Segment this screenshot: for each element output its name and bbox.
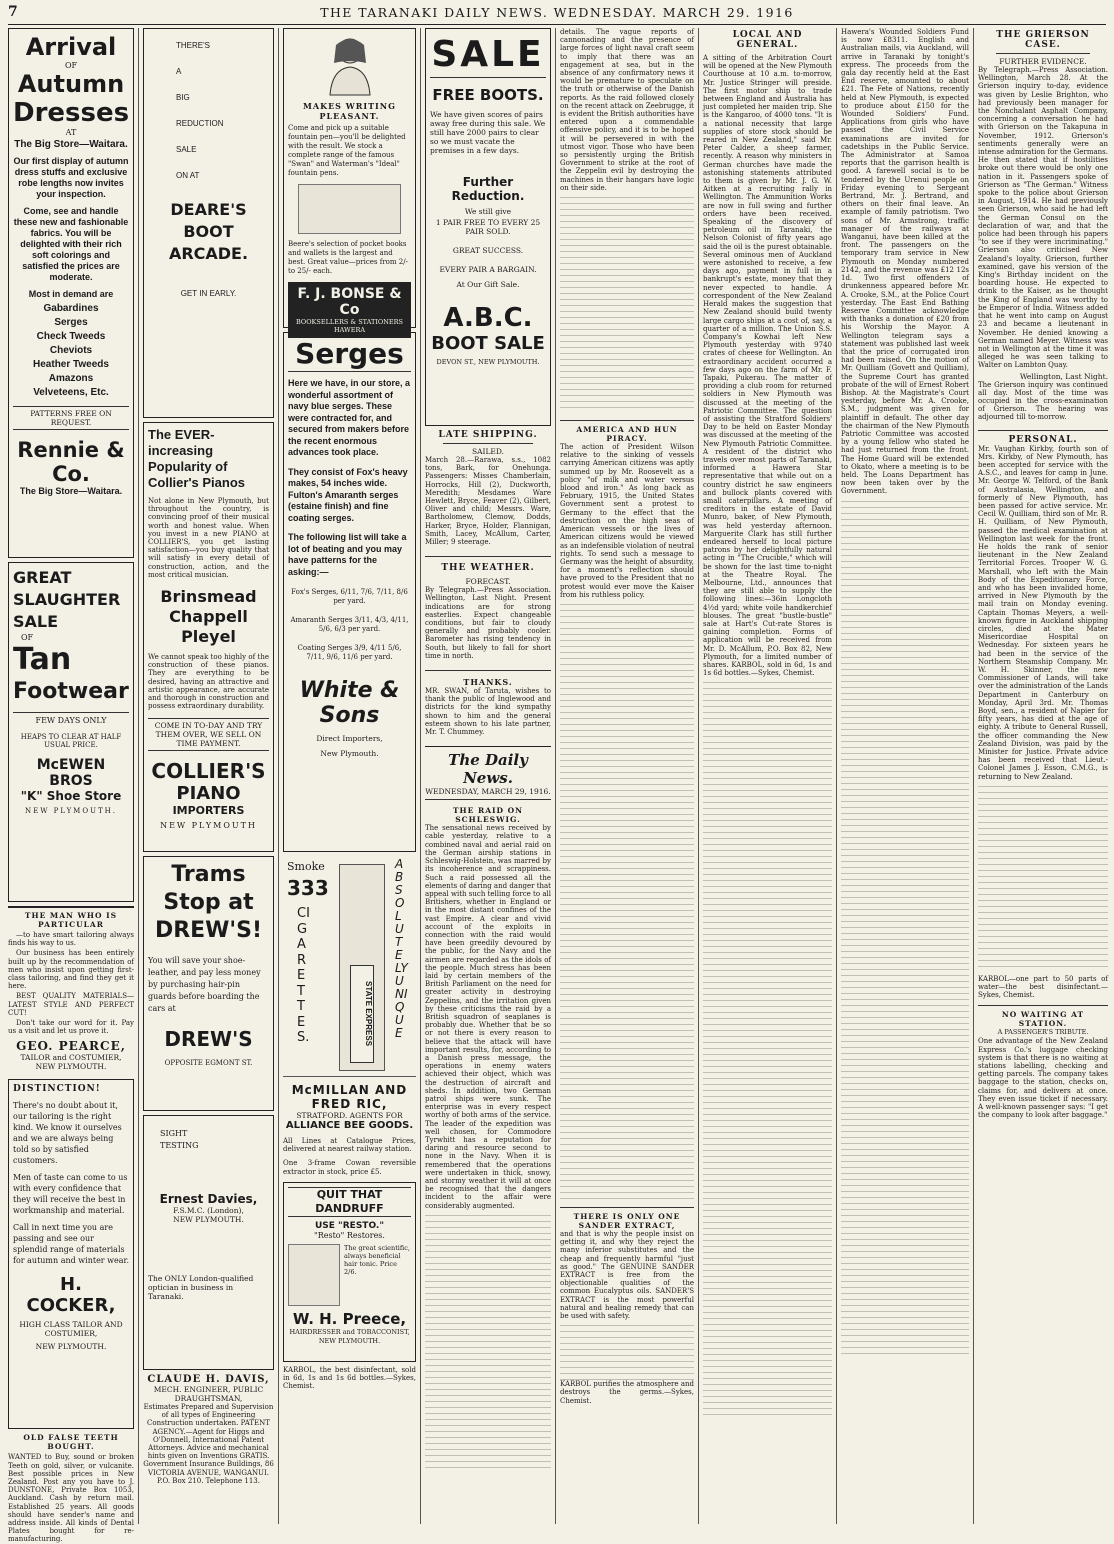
nowait-sub: A PASSENGER'S TRIBUTE. [997, 1028, 1089, 1037]
preece-use: USE "RESTO." [314, 1220, 385, 1231]
thanks-heading: THANKS. [425, 670, 551, 687]
davies-heading: SIGHT TESTING [160, 1129, 199, 1150]
masthead [8, 4, 1106, 25]
column-rule [836, 28, 837, 1524]
mcewen-shop: "K" Shoe Store [20, 789, 122, 803]
rule [443, 443, 533, 444]
abc-success: GREAT SUCCESS. [452, 246, 524, 255]
teeth-body: WANTED to Buy, sound or broken Teeth on gold, silver, or vulcanite. Best possible prices in New Zealand. Post any you have to J. DUNSTONE, Private Box 1053, Auckland. Cash by return mail. Established 25 years. All goods should have sender's name and address inside. All kinds of Dental Plates bought for re-manufacturing. [8, 1453, 134, 1544]
deare-line: REDUCTION [176, 119, 224, 128]
mcmillan-l3: STRATFORD. AGENTS FOR [296, 1111, 403, 1120]
cocker-heading: DISTINCTION! [13, 1084, 101, 1095]
grierson-sub-2: Wellington, Last Night. [1019, 371, 1108, 381]
drew-address: OPPOSITE EGMONT ST. [164, 1059, 253, 1067]
page-number: 7 [8, 4, 18, 20]
notes-body: Hawera's Wounded Soldiers Fund is now £8311. English and Australian mails, via Auckland, will arrive in Taranaki by tonight's express. The proceeds from the gala day recently held at the East End reserve, amounted to about £21. The Fete of Nations, recently held at New Plymouth, is expected to produce about £150 for the Wounded Soldiers' Fund. Applications from girls who have passed the Civil Service examinations are invited for cadetships in the Public Service. The Administrator at Samoa reports that the garrison health is good. A farewell social is to be tendered by the Urenui people on Friday evening to Sergeant Bertrand, Mr. J. Bertrand, and others on their final leave. An example of family patriotism. Two sons of Mr. Armstrong, traffic manager of the railways at Wanganui, have been killed at the front. The passengers on the temporary tram service in New Plymouth on Monday numbered 2142, and the revenue was £12 12s 1d. Two first offenders of drunkenness appeared before Mr. A. Crooke, S.M., at the Police Court yesterday. The East End Bathing Reserve Committee acknowledge with thanks a donation of £20 from his Worship the Mayor. A Wellington telegram says a statement was published last week that the price of corrugated iron had been raised. On the motion of Mr. Quilliam (Govett and Quilliam), the Supreme Court has granted probate of the will of Ernest Robert Bishop. At the Magistrate's Court yesterday, before Mr. A. Crooke, S.M., judgment was given for plaintiff in default. The other day the chairman of the New Plymouth Patriotic Committee was accosted by a young fellow who stated he had just returned from the front. The Home Guard will be extended to Okato, where a meeting is to be held. The Loans Department has now been taken over by the Government. [841, 28, 969, 496]
davies-advert [143, 1115, 274, 1370]
deare-line: A [176, 67, 182, 76]
personal-heading: PERSONAL. [978, 430, 1108, 445]
pearce-name: GEO. PEARCE, [16, 1039, 126, 1054]
collier-importers: IMPORTERS [172, 804, 245, 818]
cig-smoke: Smoke [287, 860, 325, 873]
pearce-advert [8, 906, 134, 1071]
sander-heading: THERE IS ONLY ONE SANDER EXTRACT, [560, 1207, 694, 1230]
column-5 [560, 28, 694, 1524]
davies-quals: F.S.M.C. (London), [173, 1206, 244, 1215]
patterns-line: PATTERNS FREE ON REQUEST. [13, 406, 129, 430]
text-continuation [560, 1320, 694, 1380]
white-name: White & Sons [299, 678, 400, 728]
arrival-autumn: Autumn [17, 70, 125, 98]
thanks-body: MR. SWAN, of Taruta, wishes to thank the public of Inglewood and districts for the kind sympathy shown to him and the general esteem shown to his late partner, Mr. T. Chummey. [425, 687, 551, 737]
arrival-at: AT [65, 128, 77, 137]
grierson-heading: THE GRIERSON CASE. [996, 30, 1090, 50]
deare-cta: GET IN EARLY. [180, 289, 237, 298]
abc-every: EVERY PAIR A BARGAIN. [439, 265, 537, 274]
mcewen-name: McEWEN BROS [36, 757, 106, 789]
cocker-p1: There's no doubt about it, our tailoring is the right kind. We know it ourselves and we are always being told so by satisfied customers. [13, 1101, 122, 1166]
collier-name: COLLIER'S [151, 759, 266, 784]
column-2 [143, 28, 274, 1524]
america-body: The action of President Wilson relative to the sinking of vessels carrying American citizens was aptly summed up by Mr. Roosevelt as a policy "of milk and water versus blood and iron." As long back as February, 1915, the United States Government sent a protest to Germany to the effect that the destruction on the high seas of American vessels or the lives of American citizens would be viewed as an indefensible violation of neutral rights. To send such a message to Germany was the height of absurdity, for a moment's reflection should have proved to the President that no protest would ever move the Kaiser from his ruthless policy. [560, 443, 695, 599]
drew-stop: Stop at [163, 890, 254, 915]
pearce-heading: THE MAN WHO IS PARTICULAR [24, 911, 118, 929]
column-rule [278, 28, 279, 1524]
serges-p1: Here we have, in our store, a wonderful assortment of navy blue serges. These were contracted for, and secured from makers before the recent enormous advances took place. [288, 378, 411, 457]
pearce-p2: Our business has been entirely built up by the recommendation of men who insist upon getting first-class tailoring, and find they get it here. [8, 949, 134, 991]
masthead-title: THE TARANAKI DAILY NEWS. WEDNESDAY. MARCH 29. 1916 [320, 5, 794, 20]
abc-free-boots: FREE BOOTS. [432, 86, 544, 104]
brand-brinsmead: Brinsmead [160, 587, 257, 607]
drew-name-1: DREW'S! [154, 918, 263, 943]
raid-body: The sensational news received by cable yesterday, relative to a combined naval and aerial raid on the German airship stations in Schleswig-Holstein, was marred by its incoherence and scrappiness. Such a raid possessed all the elements of daring and danger that appeal with such telling force to all Britishers, whether in England or in the most distant confines of the vast Empire. A clear and vivid account of the exploits in connection with the raid would have been greedily devoured by the public, for the Navy and the airmen are regarded as the idols of the people. Much stress has been laid by certain members of the British Parliament on the need for greater activity in destroying Zeppelins, and the irritation given by these criticisms the raid by a British squadron of seaplanes is probably due. Whether that be so or not there is every reason to believe that the attack will have important results, for, according to a Danish press message, the operations in enemy waters achieved their object, which was the destruction of aircraft and sheds. In addition, two German patrol ships were sunk. The enterprise was in every respect worthy of both arms of the service. The leader of the expedition was well chosen, for Commodore Tyrwhitt has a reputation for daring and resource second to none in the Navy. When it is remembered that the operations were undertaken in thick, snowy, and stormy weather it will at once be recognised that the dangers incident to the affair were considerably augmented. [425, 824, 551, 1210]
pearce-p4: Don't take our word for it. Pay us a visit and let us prove it. [8, 1019, 134, 1036]
arrival-text-1: Our first display of autumn dress stuffs and exclusive robe lengths now invites your inspection. [13, 156, 129, 199]
abc-boot-sale: BOOT SALE [431, 333, 545, 354]
claude-body: Estimates Prepared and Supervision of all types of Engineering Construction undertaken. PATENT AGENCY.—Agent for Higgs and O'Donnell, International Patent Attorneys. Advice and mechanical hints given on Inventions GRATIS. Government Insurance Buildings, 86 VICTORIA AVENUE, WANGANUI. P.O. Box 210. Telephone 113. [143, 1403, 274, 1485]
text-continuation [841, 496, 969, 1356]
cig-side-text: ABSOLUTELY UNIQUE [395, 857, 408, 1040]
pearce-town: NEW PLYMOUTH. [35, 1062, 107, 1072]
white-sub-2: New Plymouth. [320, 749, 379, 758]
fabric-item: Serges [54, 317, 88, 328]
sander-body: and that is why the people insist on getting it, and why they reject the many inferior substitutes and the cheap and frequently harmful "just as good." The GENUINE SANDER EXTRACT is free from the objectionable qualities of the common Eucalyptus oils. SANDER'S EXTRACT is the most powerful natural and healing remedy that can be used with safety. [560, 1229, 694, 1320]
shipping-heading: LATE SHIPPING. [438, 430, 538, 440]
cig-word: CIGARETTES. [297, 906, 310, 1045]
fabric-item: Cheviots [49, 345, 93, 356]
text-continuation [560, 192, 694, 412]
slaughter-heaps: HEAPS TO CLEAR AT HALF USUAL PRICE. [20, 733, 122, 749]
pearce-trade: TAILOR and COSTUMIER, [20, 1053, 122, 1063]
collier-come: COME IN TO-DAY AND TRY THEM OVER, WE SELL ON TIME PAYMENT. [148, 718, 269, 751]
pen-heading: MAKES WRITING PLEASANT. [303, 101, 396, 121]
slaughter-sale: SALE [13, 612, 59, 631]
cigarette-advert [283, 856, 416, 1077]
hair-illustration [288, 1244, 340, 1306]
pen-illustration [298, 184, 401, 234]
davies-town: NEW PLYMOUTH. [173, 1215, 244, 1224]
mcmillan-advert [283, 1077, 416, 1176]
weather-body: By Telegraph.—Press Association. Wellington, Last Night. Present indications are for strong easterlies. Expect changeable conditions, but fair to cloudy generally and probably cooler. Barometer has rising tendency in South, but likely to fall for short time in north. [425, 586, 551, 660]
shipping-sailed: SAILED. [471, 447, 505, 456]
davies-name: Ernest Davies, [159, 1192, 258, 1206]
fabric-item: Velveteens, Etc. [33, 387, 109, 398]
fabric-item: Gabardines [43, 303, 99, 314]
pen-body-2: Beere's selection of pocket books and wallets is the largest and best. Great value—prices from 2/- to 25/- each. [288, 240, 408, 275]
editorial-continued: details. The vague reports of cannonading and the presence of large forces of light naval craft seem to imply that there was an engagement at sea, but in the absence of any confirmatory news it would be premature to speculate on the truth or otherwise of the Danish reports. As the raid followed closely on the recent attack on Zeebrugge, it is evident the British authorities have entered upon a commendable offensive policy, and it is to be hoped it will be persevered in with the utmost vigor. Those who have been so persistently urging the British Government to strike at the root of the Zeppelin evil by destroying the machines in their hangars have logic on their side. [560, 28, 694, 192]
deare-line: THERE'S [176, 41, 210, 50]
abc-sale: SALE [430, 33, 546, 78]
collier-heading: The EVER-increasing Popularity of Collier's Pianos [148, 427, 246, 490]
cocker-p3: Call in next time you are passing and see our splendid range of materials for autumn and winter wear. [13, 1223, 130, 1266]
text-continuation [978, 781, 1108, 971]
arrival-heading: Arrival [25, 33, 117, 61]
arrival-of: OF [64, 61, 78, 70]
slaughter-footwear: Footwear [13, 679, 129, 704]
mcmillan-l1: McMILLAN AND [291, 1083, 408, 1097]
serges-p2: They consist of Fox's heavy makes, 54 inches wide. Fulton's Amaranth serges (estaine finish) and fine coating serges. [288, 466, 408, 523]
teeth-heading: OLD FALSE TEETH BOUGHT. [23, 1433, 119, 1452]
white-advert [283, 332, 416, 852]
cocker-town: NEW PLYMOUTH. [35, 1342, 107, 1352]
collier-body: Not alone in New Plymouth, but throughout the country, is convincing proof of their musical worth and honest value. When you invest in a new PIANO at COLLIER'S, you get lasting satisfaction—you buy quality that will satisfy in every detail of construction, action, and the most critical musician. [148, 497, 269, 579]
collier-advert [143, 422, 274, 852]
mcmillan-l5: All Lines at Catalogue Prices, delivered at nearest railway station. [283, 1137, 416, 1154]
mcmillan-l6: One 3-frame Cowan reversible extractor in stock, price £5. [283, 1159, 416, 1176]
pen-advert [283, 28, 416, 334]
nowait-body: One advantage of the New Zealand Express Co.'s luggage checking system is that there is no waiting at stations labelling, checking and getting parcels. The company takes baggage to the station, checks on, claims for, and delivers at once. They even issue ticket if necessary. A well-known passenger says: "I get the company to look after baggage." [978, 1037, 1108, 1120]
abc-give: We still give [464, 207, 512, 216]
state-express-label: STATE EXPRESS [350, 965, 374, 1063]
preece-body: The great scientific, always beneficial hair tonic. Price 2/6. [344, 1243, 410, 1276]
slaughter-tan: Tan [13, 642, 72, 677]
preece-heading: QUIT THAT DANDRUFF [288, 1187, 411, 1217]
pearce-p3: BEST QUALITY MATERIALS—LATEST STYLE AND PERFECT CUT! [8, 992, 134, 1017]
column-rule [138, 28, 139, 1524]
abc-at: At Our Gift Sale. [456, 280, 520, 289]
brand-pleyel: Pleyel [181, 627, 236, 647]
paper-nameplate: The Daily News. [425, 746, 551, 787]
raid-heading: THE RAID ON SCHLESWIG. [452, 806, 524, 825]
deare-advert [143, 28, 274, 418]
brand-chappell: Chappell [169, 607, 248, 627]
pen-body: Come and pick up a suitable fountain pen—you'll be delighted with the result. We stock a complete range of the famous "Swan" and Waterman's "Ideal" fountain pens. [288, 124, 406, 177]
slaughter-advert [8, 562, 134, 902]
slaughter-heading: SLAUGHTER [13, 590, 121, 609]
drew-trams: Trams [171, 862, 246, 887]
bonse-banner [288, 282, 411, 338]
nowait-heading: NO WAITING AT STATION. [978, 1005, 1108, 1028]
serges-p3: The following list will take a lot of beating and you may have patterns for the asking:— [288, 532, 407, 577]
preece-sub: HAIRDRESSER and TOBACCONIST, NEW PLYMOUTH. [289, 1327, 410, 1345]
rennie-name: Rennie & Co. [17, 438, 125, 486]
karbol-note-2: KARBOL purifies the atmosphere and destroys the germs.—Sykes, Chemist. [560, 1380, 694, 1405]
abc-pair: 1 PAIR FREE TO EVERY 25 PAIR SOLD. [435, 218, 541, 236]
mcmillan-l2: FRED RIC, [311, 1097, 388, 1111]
abc-advert [425, 28, 551, 426]
cig-number: 333 [287, 876, 329, 900]
karbol-note-3: KARBOL—one part to 50 parts of water—the best disinfectant.—Sykes, Chemist. [978, 974, 1108, 1000]
deare-line: BIG [176, 93, 190, 102]
cocker-trade: HIGH CLASS TAILOR AND COSTUMIER, [19, 1320, 123, 1339]
local-general-body: A sitting of the Arbitration Court will be opened at the New Plymouth Courthouse at 10 a.m. to-morrow, Mr. Justice Stringer will preside. The first motor ship to trade between England and Australia has just completed her maiden trip. She is the Kangaroo, of 4000 tons. "It is a national necessity that large supplies of store stock should be reared in New Zealand," said Mr. Peter Calder, a sheep farmer, recently. A reason why ministers in German churches have made the astonishing statements attributed to them is given by Mr. J. G. W. Aitken at a recruiting rally in Wellington. The Ammunition Works are now in full swing and further orders have been received. Speaking of the discovery of petroleum oil in Taranaki, the Nelson Colonist of fifty years ago said the oil is the purest obtainable. Several ominous men of Auckland were astonished to receive, a few days ago, payment in full in a bankrupt's estate, money that they never expected to handle. A correspondent of the New Zealand Herald makes the suggestion that New Zealand should build twenty large cargo ships at a cost of, say, a quarter of a million. The Union S.S. Company's Kowhai left New Plymouth yesterday with 9740 crates of cheese for Wellington. An extraordinary accident occurred a few days ago on the farm of Mr. F. Tapaki, Pukerau. The matter of providing a club room for returned soldiers in New Plymouth was discussed at the meeting of the Patriotic Committee. The question of assisting the Stratford Soldiers' Day to be held on Easter Monday was discussed at the meeting of the New Plymouth Patriotic Committee. A resident of the district who travels over most parts of Taranaki, informed a Hawera Star representative that while out on a country district he saw engineers and bullock plants covered with small caterpillars. A meeting of creditors in the estate of David Munro, baker, of New Plymouth, was held yesterday afternoon. Marguerite Clark has still further endeared herself to local picture patrons by her delightfully natural acting in "The Crucible," which will be shown for the last time to-night at the Theatre Royal. The Melbourne, Ltd., announces that they are still able to supply the following lines:—36in Longcloth 4½d yard; white voile handkerchief blouses. The great "bustle-bustle" sale at Hart's Cut-rate Stores is gaining completion. Forms of application will be received from Mr. D. McAllum, P.O. Box 82, New Plymouth, for a limited number of shares. KARBOL, sold in 6d, 1s and 1s 6d bottles.—Sykes, Chemist. [703, 54, 832, 678]
shipping-body: March 28.—Rarawa, s.s., 1082 tons, Bark, for Onehunga. Passengers: Misses Chamberlain, Horrocks, Hill (2), Duckworth, Meredith; Mesdames Ware Hewlett, Bryce, Feaver (2), Gilbert, Oliver and child; Messrs. Ware, Bartholomew, Clemow, Dodds, Harker, Bryce, Holder, Flannigan, Smith, Lacey, McAllum, Carter, Miller; 9 steerage. [425, 456, 551, 547]
bonse-name: F. J. BONSE & Co [297, 286, 402, 318]
bonse-sub: BOOKSELLERS & STATIONERS HAWERA [295, 318, 404, 334]
deare-line: ON AT [176, 171, 200, 180]
karbol-note: KARBOL, the best disinfectant, sold in 6d, 1s and 1s 6d bottles.—Sykes, Chemist. [283, 1365, 416, 1391]
davies-body: The ONLY London-qualified optician in business in Taranaki. [148, 1274, 254, 1301]
text-continuation [425, 1210, 551, 1470]
grierson-body-2: The Grierson inquiry was continued all day. Most of the time was occupied in the cross-examination of Grierson. The hearing was adjourned till to-morrow. [978, 380, 1108, 422]
arrival-store: The Big Store—Waitara. [14, 139, 128, 150]
column-7 [841, 28, 969, 1524]
collier-piano: PIANO [176, 783, 241, 805]
deare-name: DEARE'S BOOT ARCADE. [168, 200, 249, 263]
local-general-heading: LOCAL AND GENERAL. [732, 30, 803, 50]
text-continuation [703, 677, 832, 1417]
column-rule [555, 28, 556, 1524]
cocker-advert [8, 1079, 134, 1429]
column-3 [283, 28, 416, 1524]
column-rule [420, 28, 421, 1524]
fabric-item: Check Tweeds [36, 331, 106, 342]
claude-name: CLAUDE H. DAVIS, [147, 1374, 270, 1385]
fabric-item: Amazons [48, 373, 94, 384]
rennie-foot: The Big Store—Waitara. [19, 486, 123, 496]
arrival-text-3: Most in demand are [28, 289, 114, 299]
preece-restores: "Resto" Restores. [314, 1230, 385, 1240]
fabric-item: Heather Tweeds [33, 359, 109, 370]
column-4 [425, 28, 551, 1524]
column-rule [698, 28, 699, 1524]
slaughter-of: OF [21, 633, 34, 642]
pearce-p1: —to have smart tailoring always finds his way to us. [8, 931, 134, 948]
slaughter-great: GREAT [13, 568, 72, 587]
collier-body-2: We cannot speak too highly of the construction of these pianos. They are everything to be desired, having an attractive and artistic appearance, are accurate and thorough in construction and possess extraordinary durability. [148, 653, 269, 711]
claude-quals: MECH. ENGINEER, PUBLIC DRAUGHTSMAN, [153, 1385, 264, 1403]
arrival-dresses: Dresses [13, 98, 130, 128]
column-rule [973, 28, 974, 1524]
arrival-text-2: Come, see and handle these new and fashionable fabrics. You will be delighted with their rich soft colorings and satisfied the prices are moderate. [13, 206, 129, 282]
serges-heading: Serges [288, 337, 411, 372]
slaughter-days: FEW DAYS ONLY [13, 712, 129, 725]
abc-body: We have given scores of pairs away free during this sale. We still have 2000 pairs to clear so we must vacate the premises in a few days. [430, 110, 546, 155]
column-1 [8, 28, 134, 1544]
abc-further: Further Reduction. [451, 175, 525, 203]
drew-advert [143, 856, 274, 1111]
lady-writing-illustration [310, 33, 390, 97]
cocker-p2: Men of taste can come to us with every confidence that they will receive the best in workmanship and material. [13, 1173, 128, 1216]
grierson-body: By Telegraph.—Press Association. Wellington, March 28. At the Grierson inquiry to-day, evidence was given by Leslie Brighton, who had previously been manager for the Nonchalant Asphalt Company, concerning a conversation he had with Grierson on the Takapuna in November, 1912. Grierson's sentiments generally were an intense admiration for the Germans. He then stated that if hostilities broke out there would be only one nation in it. Passengers spoke of Grierson as "The German." Witness spoke to the police about Grierson in August, 1914. He had previously seen Grierson, who said he had left the German Consul on the declaration of war, and that the police had been through his papers "to see if they were incriminating." Grierson also criticised New Zealand's loyalty. Grierson, further examined, gave his version of the King's Birthday incident on the boarding house. He expected to drink to the Kaiser, as he thought the King of England was worthy to be Emperor of India. Witness added that he went into camp on August 23 and became a lieutenant in November. He denied knowing a German named Meyer. Witness was not in Wellington at the time it was alleged he was seen talking to Walter on Lambton Quay. [978, 66, 1108, 370]
mcmillan-l4: ALLIANCE BEE GOODS. [285, 1120, 414, 1131]
preece-name: W. H. Preece, [292, 1309, 407, 1328]
price-line: Coating Serges 3/9, 4/11 5/6, 7/11, 9/6, 11/6 per yard. [297, 644, 402, 661]
column-8 [978, 28, 1108, 1524]
weather-forecast: FORECAST. [465, 577, 511, 587]
collier-town: NEW PLYMOUTH [160, 821, 257, 831]
mcewen-town: NEW PLYMOUTH. [25, 807, 117, 815]
deare-line: SALE [176, 145, 197, 154]
abc-address: DEVON ST., NEW PLYMOUTH. [436, 358, 540, 366]
claude-advert [143, 1374, 274, 1485]
america-heading: AMERICA AND HUN PIRACY. [560, 420, 694, 443]
price-line: Amaranth Serges 3/11, 4/3, 4/11, 5/6, 6/3 per yard. [290, 616, 409, 633]
text-continuation [560, 599, 694, 1199]
weather-heading: THE WEATHER. [425, 556, 551, 573]
grierson-sub: FURTHER EVIDENCE. [999, 57, 1087, 66]
cocker-name: H. COCKER, [26, 1274, 116, 1317]
teeth-advert [8, 1433, 134, 1543]
personal-body: Mr. Vaughan Kirkby, fourth son of Mrs. Kirkby, of New Plymouth, has been accepted for service with the A.S.C., and leaves for camp in June. Mr. George W. Telford, of the Bank of Australasia, Wellington, and formerly of New Plymouth, has been passed for active service. Mr. Cecil W. Quilliam, third son of Mr. R. H. Quilliam, of New Plymouth, passed the medical examination at Wellington last week for the front. He holds the rank of senior lieutenant in the New Zealand Territorial Forces. Trooper W. G. Marshall, who left with the Main Body of the Expeditionary Force, and who has been invalided home, arrived in New Plymouth by the mail train on Monday evening. Captain Thomas Meyers, a well-known figure in Auckland shipping circles, died at the Mater Misericordiae Hospital on Wednesday. For sixteen years he had been in the service of the Northern Steamship Company. Mr. W. H. Skinner, the new Commissioner of Lands, will take over the administration of the Lands Department in Canterbury on Monday, April 3rd. Mr. Thomas Boyd, sen., a resident of Napier for fifty years, has died at the age of eighty. A tribute to General Russell, the officer commanding the New Zealand Division, was paid by the Minister for Justice. Private advice has been received that Lieut.-Colonel James J. Esson, C.M.G., is returning to New Zealand. [978, 444, 1108, 781]
abc-name: A.B.C. [443, 303, 533, 333]
paper-date: WEDNESDAY, MARCH 29, 1916. [425, 787, 551, 800]
price-line: Fox's Serges, 6/11, 7/6, 7/11, 8/6 per yard. [291, 588, 408, 605]
rule [996, 53, 1090, 54]
soldier-illustration [339, 864, 385, 1071]
column-6 [703, 28, 832, 1524]
white-sub-1: Direct Importers, [316, 734, 383, 743]
preece-advert [283, 1182, 416, 1362]
drew-name-2: DREW'S [164, 1027, 253, 1051]
drew-body: You will save your shoe-leather, and pay less money by purchasing hair-pin guards before boarding the cars at [148, 956, 261, 1013]
arrival-advert [8, 28, 134, 558]
